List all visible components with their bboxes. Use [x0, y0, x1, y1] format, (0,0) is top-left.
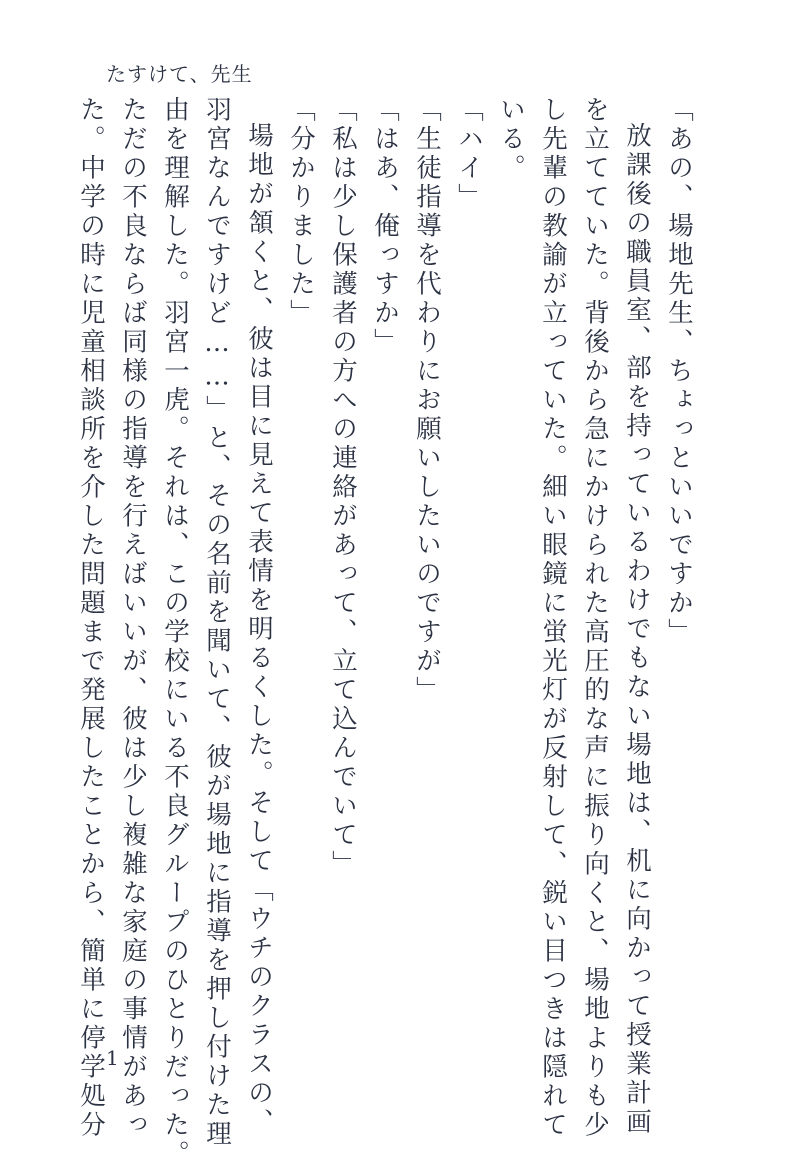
- vertical-body-text: [70, 96, 700, 1169]
- text-line-paragraph: 放課後の職員室、部を持っているわけでもない場地は、机に向かって授業計画: [622, 121, 652, 1137]
- text-line-dialogue: 「生徒指導を代わりにお願いしたいのですが」: [412, 96, 442, 705]
- text-line-paragraph: 羽宮なんですけど……」と、その名前を聞いて、彼が場地に指導を押し付けた理: [202, 96, 232, 1149]
- text-line-paragraph: いる。: [496, 96, 526, 183]
- text-line-dialogue: 「あの、場地先生、ちょっといいですか」: [664, 96, 694, 647]
- text-line-paragraph: ただの不良ならば同様の指導を行えばいいが、彼は少し複雑な家庭の事情があっ: [118, 96, 148, 1140]
- running-header-title: たすけて、先生: [106, 62, 253, 86]
- text-line-paragraph: 由を理解した。羽宮一虎。それは、この学校にいる不良グループのひとりだった。: [160, 96, 190, 1169]
- text-line-paragraph: し先輩の教諭が立っていた。細い眼鏡に蛍光灯が反射して、鋭い目つきは隠れて: [538, 96, 568, 1140]
- text-line-paragraph: を立てていた。背後から急にかけられた高圧的な声に振り向くと、場地よりも少: [580, 96, 610, 1140]
- text-line-paragraph: た。中学の時に児童相談所を介した問題まで発展したことから、簡単に停学処分: [76, 96, 106, 1140]
- page-number: 1: [106, 1046, 119, 1070]
- text-line-paragraph: 場地が頷くと、彼は目に見えて表情を明るくした。そして「ウチのクラスの、: [244, 121, 274, 1137]
- text-line-dialogue: 「ハイ」: [454, 96, 484, 212]
- text-line-dialogue: 「私は少し保護者の方への連絡があって、立て込んでいて」: [328, 96, 358, 879]
- text-line-dialogue: 「はあ、俺っすか」: [370, 96, 400, 357]
- text-line-dialogue: 「分かりました」: [286, 96, 316, 328]
